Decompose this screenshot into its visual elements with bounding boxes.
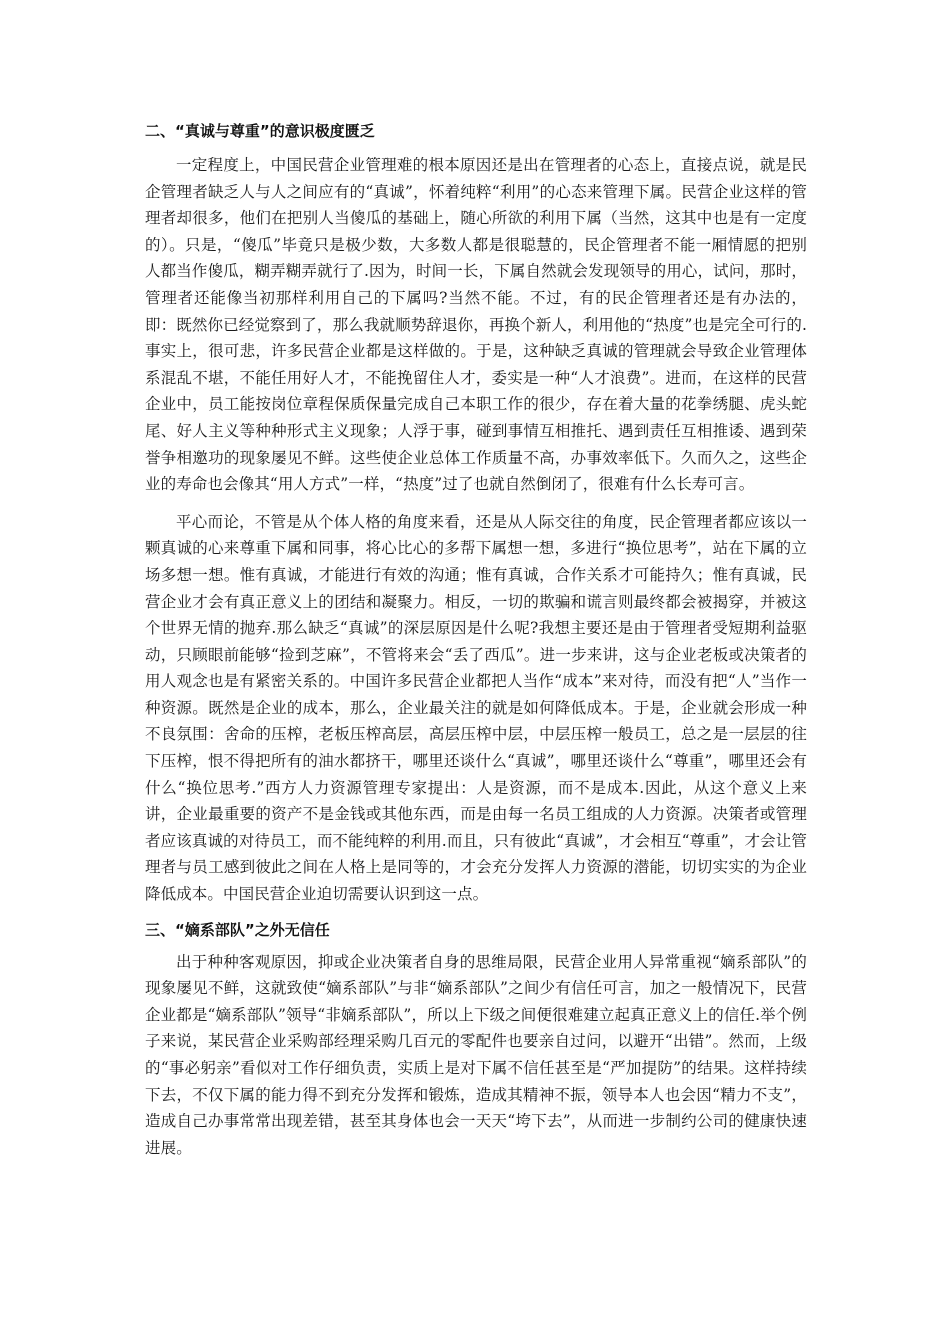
document-body: [145, 118, 807, 1161]
section-heading-3: 三、“嫡系部队”之外无信任: [145, 920, 330, 939]
section-heading-2: 二、“真诚与尊重”的意识极度匮乏: [145, 122, 375, 140]
section-2-paragraph-1: 一定程度上，中国民营企业管理难的根本原因还是出在管理者的心态上，直接点说，就是民企管理者缺乏人与人之间应有的“真诚”，怀着纯粹“利用”的心态来管理下属。民营企业这样的管理者却很多，他们在把别人当傻瓜的基础上，随心所欲的利用下属（当然，这其中也是有一定度的）。只是，“傻瓜”毕竟只是极少数，大多数人都是很聪慧的，民企管理者不能一厢情愿的把别人都当作傻瓜，糊弄糊弄就行了.因为，时间一长，下属自然就会发现领导的用心，试问，那时，管理者还能像当初那样利用自己的下属吗?当然不能。不过，有的民企管理者还是有办法的，即：既然你已经觉察到了，那么我就顺势辞退你，再换个新人，利用他的“热度”也是完全可行的.事实上，很可悲，许多民营企业都是这样做的。于是，这种缺乏真诚的管理就会导致企业管理体系混乱不堪，不能任用好人才，不能挽留住人才，委实是一种“人才浪费”。进而，在这样的民营企业中，员工能按岗位章程保质保量完成自己本职工作的很少，存在着大量的花拳绣腿、虎头蛇尾、好人主义等种种形式主义现象；人浮于事，碰到事情互相推托、遇到责任互相推诿、遇到荣誉争相邀功的现象屡见不鲜。这些使企业总体工作质量不高，办事效率低下。久而久之，这些企业的寿命也会像其“用人方式”一样，“热度”过了也就自然倒闭了，很难有什么长寿可言。: [145, 156, 807, 494]
section-3-paragraph-1: 出于种种客观原因，抑或企业决策者自身的思维局限，民营企业用人异常重视“嫡系部队”的现象屡见不鲜，这就致使“嫡系部队”与非“嫡系部队”之间少有信任可言，加之一般情况下，民营企业都是“嫡系部队”领导“非嫡系部队”，所以上下级之间便很难建立起真正意义上的信任.举个例子来说，某民营企业采购部经理采购几百元的零配件也要亲自过问，以避开“出错”。然而，上级的“事必躬亲”看似对工作仔细负责，实质上是对下属不信任甚至是“严加提防”的结果。这样持续下去，不仅下属的能力得不到充分发挥和锻炼，造成其精神不振，领导本人也会因“精力不支”，造成自己办事常常出现差错，甚至其身体也会一天天“垮下去”，从而进一步制约公司的健康快速进展。: [145, 952, 807, 1157]
section-2-paragraph-2: 平心而论，不管是从个体人格的角度来看，还是从人际交往的角度，民企管理者都应该以一颗真诚的心来尊重下属和同事，将心比心的多帮下属想一想，多进行“换位思考”，站在下属的立场多想一想。惟有真诚，才能进行有效的沟通；惟有真诚，合作关系才可能持久；惟有真诚，民营企业才会有真正意义上的团结和凝聚力。相反，一切的欺骗和谎言则最终都会被揭穿，并被这个世界无情的抛弃.那么缺乏“真诚”的深层原因是什么呢?我想主要还是由于管理者受短期利益驱动，只顾眼前能够“捡到芝麻”，不管将来会“丢了西瓜”。进一步来讲，这与企业老板或决策者的用人观念也是有紧密关系的。中国许多民营企业都把人当作“成本”来对待，而没有把“人”当作一种资源。既然是企业的成本，那么，企业最关注的就是如何降低成本。于是，企业就会形成一种不良氛围：舍命的压榨，老板压榨高层，高层压榨中层，中层压榨一般员工，总之是一层层的往下压榨，恨不得把所有的油水都挤干，哪里还谈什么“真诚”，哪里还谈什么“尊重”，哪里还会有什么“换位思考.”西方人力资源管理专家提出：人是资源，而不是成本.因此，从这个意义上来讲，企业最重要的资产不是金钱或其他东西，而是由每一名员工组成的人力资源。决策者或管理者应该真诚的对待员工，而不能纯粹的利用.而且，只有彼此“真诚”，才会相互“尊重”，才会让管理者与员工感到彼此之间在人格上是同等的，才会充分发挥人力资源的潜能，切切实实的为企业降低成本。中国民营企业迫切需要认识到这一点。: [145, 512, 807, 904]
